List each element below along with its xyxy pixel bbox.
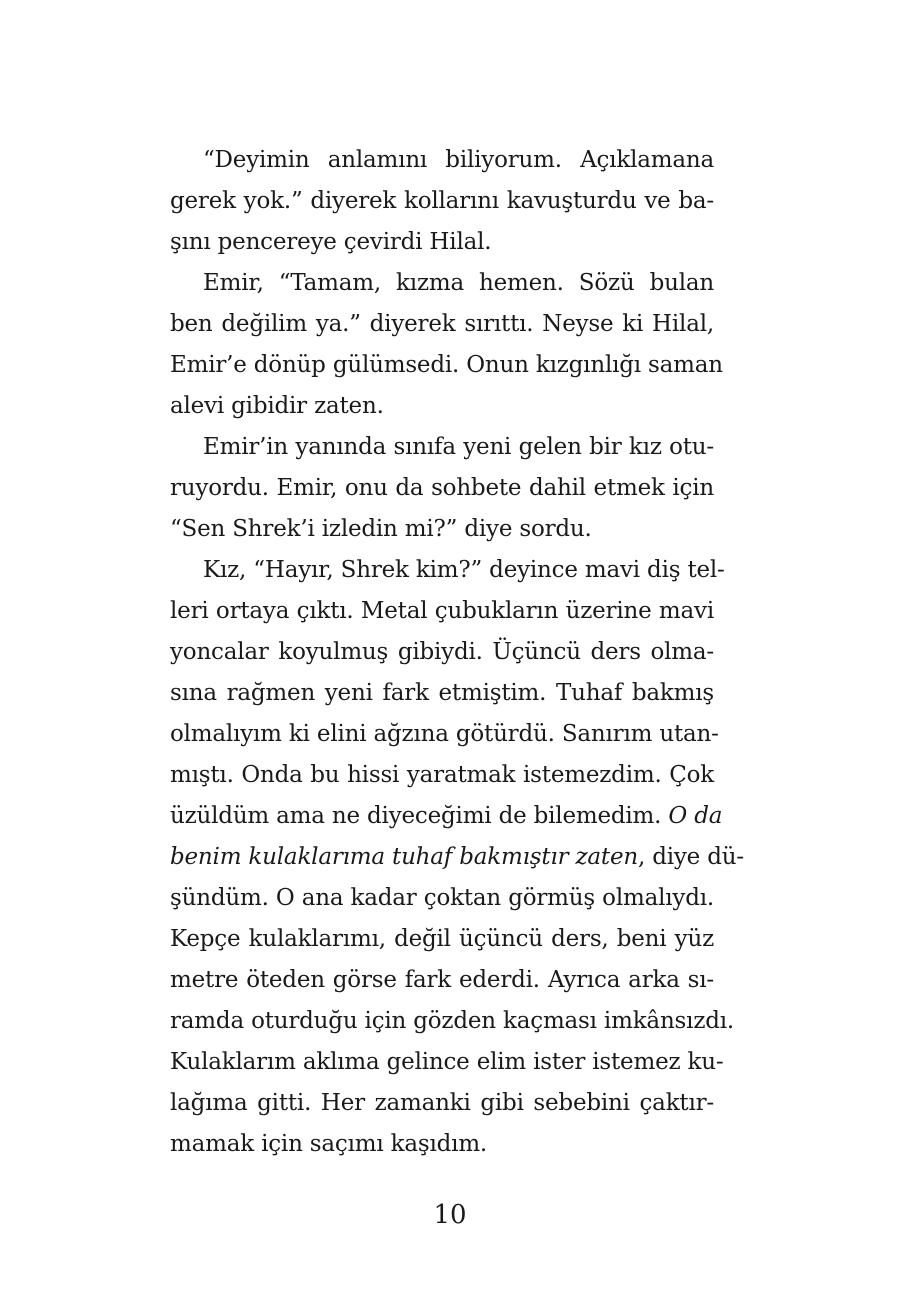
page-body (170, 140, 744, 1165)
text-line: metre öteden görse fark ederdi. Ayrıca arka sı- (170, 967, 714, 993)
text-line (170, 796, 723, 837)
text-line: Kız, “Hayır, Shrek kim?” deyince mavi diş tel- (203, 557, 725, 583)
text-line: Emir’e dönüp gülümsedi. Onun kızgınlığı saman (170, 352, 723, 378)
text-line: şını pencereye çevirdi Hilal. (170, 229, 492, 255)
text-line: ruyordu. Emir, onu da sohbete dahil etmek için (170, 475, 714, 501)
text-segment: , diye dü- (637, 844, 744, 870)
text-line: Kepçe kulaklarımı, değil üçüncü ders, beni yüz (170, 926, 714, 952)
italic-segment: O da (668, 803, 723, 829)
text-line: Emir’in yanında sınıfa yeni gelen bir kız otu- (203, 434, 714, 460)
text-line: Emir, “Tamam, kızma hemen. Sözü bulan (203, 270, 714, 296)
text-line: gerek yok.” diyerek kollarını kavuşturdu ve ba- (170, 188, 714, 214)
text-line: şündüm. O ana kadar çoktan görmüş olmalıydı. (170, 885, 714, 911)
text-line: “Deyimin anlamını biliyorum. Açıklamana (203, 147, 714, 173)
text-line: alevi gibidir zaten. (170, 393, 384, 419)
text-line: mamak için saçımı kaşıdım. (170, 1131, 488, 1157)
text-line: Kulaklarım aklıma gelince elim ister istemez ku- (170, 1049, 724, 1075)
text-line: olmalıyım ki elini ağzına götürdü. Sanırım utan- (170, 721, 719, 747)
text-line: sına rağmen yeni fark etmiştim. Tuhaf bakmış (170, 680, 714, 706)
italic-segment: benim kulaklarıma tuhaf bakmıştır zaten (170, 844, 638, 870)
text-line: mıştı. Onda bu hissi yaratmak istemezdim. Çok (170, 762, 714, 788)
text-line: ramda oturduğu için gözden kaçması imkânsızdı. (170, 1008, 735, 1034)
text-line: ben değilim ya.” diyerek sırıttı. Neyse ki Hilal, (170, 311, 714, 337)
text-line: yoncalar koyulmuş gibiydi. Üçüncü ders olma- (170, 639, 714, 665)
paragraph-2 (170, 263, 723, 427)
text-line: leri ortaya çıktı. Metal çubukların üzerine mavi (170, 598, 714, 624)
paragraph-3 (170, 427, 714, 550)
text-line: “Sen Shrek’i izledin mi?” diye sordu. (170, 516, 592, 542)
page-number: 10 (433, 1200, 467, 1230)
text-segment: üzüldüm ama ne diyeceğimi de bilemedim. (170, 803, 662, 829)
text-line: lağıma gitti. Her zamanki gibi sebebini çaktır- (170, 1090, 714, 1116)
paragraph-4 (170, 550, 744, 1165)
paragraph-1 (170, 140, 714, 263)
text-line (170, 837, 744, 878)
